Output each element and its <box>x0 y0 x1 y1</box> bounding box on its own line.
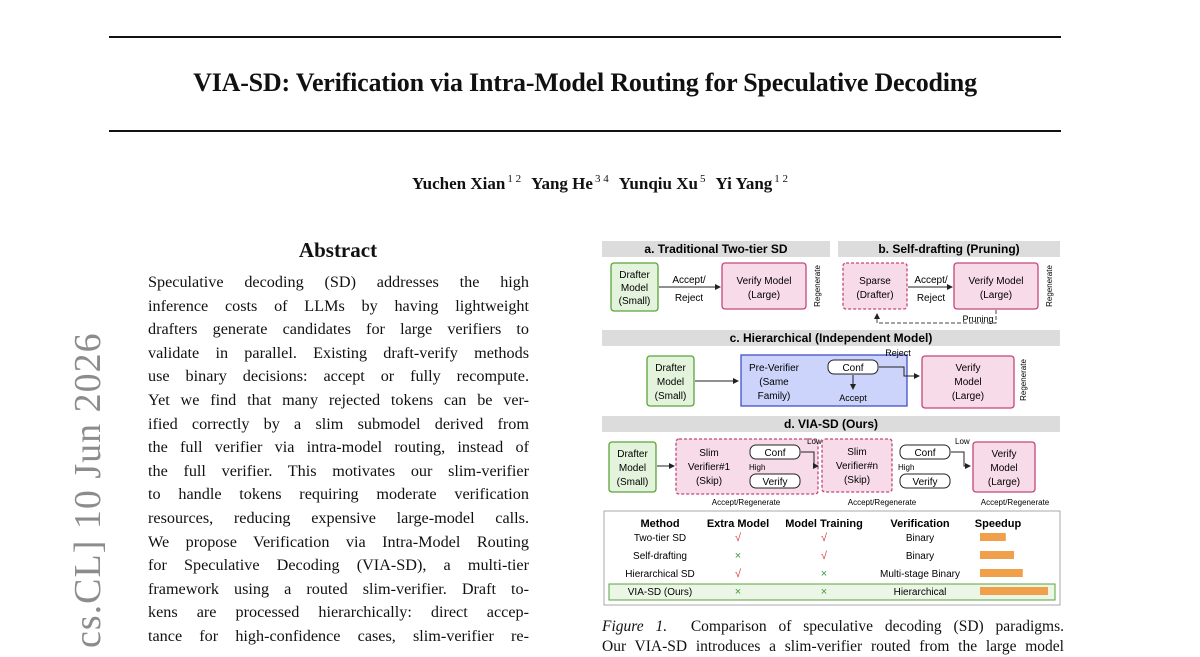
panel-d-verifier-l3: (Large) <box>987 477 1021 488</box>
panel-d-confn: Conf <box>914 448 936 459</box>
panel-d-slim1-l1: Slim <box>699 448 719 459</box>
author-list <box>0 173 1200 194</box>
panel-c-drafter-l1: Drafter <box>655 363 686 374</box>
panel-c-conf: Conf <box>842 363 864 374</box>
abstract-heading: Abstract <box>298 238 378 262</box>
panel-c-drafter-l3: (Small) <box>654 391 687 402</box>
panel-c-preverifier-l3: Family) <box>757 391 791 402</box>
table-cell-verification: Hierarchical <box>893 587 947 598</box>
panel-d-highn: High <box>898 463 915 472</box>
table-header: Extra Model <box>706 518 770 530</box>
panel-d-drafter-l3: (Small) <box>616 477 649 488</box>
table-cell-model-training: × <box>820 586 828 598</box>
panel-a-title: a. Traditional Two-tier SD <box>644 242 788 256</box>
table-cell-extra-model: × <box>734 586 742 598</box>
panel-d-verifier-l2: Model <box>990 463 1018 474</box>
panel-b-drafter-l2: (Drafter) <box>856 290 894 301</box>
panel-a-verifier-l2: (Large) <box>747 290 781 301</box>
table-header: Speedup <box>974 518 1022 530</box>
panel-c-preverifier-l1: Pre-Verifier <box>748 363 800 374</box>
table-cell-verification: Binary <box>905 533 935 544</box>
abstract-line: ified correctly by a slim submodel derived from <box>148 414 529 433</box>
table-cell-model-training: × <box>820 568 828 580</box>
author <box>412 174 521 193</box>
table-header: Verification <box>890 518 950 530</box>
panel-c-regenerate: Regenerate <box>1019 359 1028 401</box>
speedup-bar <box>980 533 1006 541</box>
author-affiliation: 5 <box>699 173 706 185</box>
bottom-rule <box>109 130 1061 132</box>
panel-a-regenerate: Regenerate <box>813 265 822 307</box>
panel-d-high1: High <box>749 463 766 472</box>
abstract-line: the full verifier via intra-model routing, instead of <box>148 438 529 457</box>
abstract-body <box>148 271 529 649</box>
panel-d-slim1-l2: Verifier#1 <box>687 462 731 473</box>
panel-c-title: c. Hierarchical (Independent Model) <box>729 331 933 345</box>
table-cell-extra-model: √ <box>734 568 742 580</box>
top-rule <box>109 36 1061 38</box>
figure-1 <box>602 238 1062 608</box>
panel-d-drafter-l1: Drafter <box>617 449 648 460</box>
panel-d-accept-regen-3: Accept/Regenerate <box>980 498 1050 507</box>
panel-a-drafter-l1: Drafter <box>619 270 650 281</box>
table-cell-method: Two-tier SD <box>633 533 687 544</box>
panel-d-slimn-l2: Verifier#n <box>835 461 879 472</box>
author-name: Yang He <box>531 173 593 193</box>
panel-b-reject: Reject <box>916 293 946 304</box>
author <box>531 174 609 193</box>
paper-title: VIA-SD: Verification via Intra-Model Routing for Speculative Decoding <box>193 68 977 97</box>
speedup-bar <box>980 551 1014 559</box>
author-name: Yi Yang <box>715 173 773 193</box>
panel-a-accept: Accept/ <box>672 275 706 286</box>
table-cell-method: Hierarchical SD <box>625 569 695 580</box>
panel-c-drafter-l2: Model <box>656 377 685 388</box>
panel-d-conf1: Conf <box>764 448 786 459</box>
author <box>715 174 788 193</box>
panel-b-accept: Accept/ <box>914 275 948 286</box>
table-cell-model-training: √ <box>820 550 828 562</box>
table-cell-method: VIA-SD (Ours) <box>627 587 693 598</box>
author <box>619 174 706 193</box>
panel-d-drafter-l2: Model <box>618 463 647 474</box>
panel-d-accept-regen-2: Accept/Regenerate <box>847 498 917 507</box>
panel-d-title: d. VIA-SD (Ours) <box>783 417 879 431</box>
panel-d-lown: Low <box>955 437 970 446</box>
panel-b-verifier-l2: (Large) <box>979 290 1013 301</box>
panel-d-verifier-l1: Verify <box>991 449 1017 460</box>
abstract-line: drafters generate candidates for large verifiers to <box>148 320 529 339</box>
panel-d-low1: Low <box>807 437 822 446</box>
abstract-line: validate in parallel. Existing draft-verify methods <box>148 343 529 362</box>
abstract-line: inference costs of LLMs by having lightweight <box>148 296 529 315</box>
caption-line-1 <box>602 617 1064 637</box>
figure-caption <box>602 617 1064 657</box>
abstract-line: to handle tokens requiring moderate verification <box>148 485 529 504</box>
table-cell-verification: Binary <box>905 551 935 562</box>
abstract-line: for Speculative Decoding (VIA-SD), a multi-tier <box>148 556 529 575</box>
panel-a-drafter-l2: Model <box>620 283 649 294</box>
table-cell-method: Self-drafting <box>633 551 687 562</box>
panel-c-verifier-l2: Model <box>954 377 982 388</box>
panel-d-slimn-l3: (Skip) <box>843 475 871 486</box>
author-affiliation: 1 2 <box>507 173 522 185</box>
panel-b-title: b. Self-drafting (Pruning) <box>878 242 1020 256</box>
panel-c-accept: Accept <box>839 393 867 403</box>
panel-c-verifier-l1: Verify <box>955 363 981 374</box>
abstract-line: Speculative decoding (SD) addresses the high <box>148 273 529 291</box>
abstract-line: We propose Verification via Intra-Model Routing <box>148 532 529 551</box>
panel-d-slim1-l3: (Skip) <box>695 476 723 487</box>
panel-a-drafter-l3: (Small) <box>618 296 651 307</box>
author-affiliation: 1 2 <box>774 173 789 185</box>
panel-d-accept-regen-1: Accept/Regenerate <box>711 498 781 507</box>
panel-b-regenerate: Regenerate <box>1045 265 1054 307</box>
caption-line-2: Our VIA-SD introduces a slim-verifier routed from the large model <box>602 638 1064 655</box>
abstract-line: framework using a routed slim-verifier. Draft to- <box>148 579 529 598</box>
table-cell-model-training: √ <box>820 532 828 544</box>
panel-c-verifier-l3: (Large) <box>951 391 985 402</box>
abstract-line: resources, reducing expensive large-model calls. <box>148 508 529 527</box>
caption-label: Figure 1. <box>602 618 668 635</box>
table-cell-extra-model: × <box>734 550 742 562</box>
arxiv-stamp: cs.CL] 10 Jun 2026 <box>67 332 109 648</box>
abstract-line: tance for high-confidence cases, slim-verifier re- <box>148 626 529 645</box>
table-header: Method <box>640 518 680 530</box>
panel-b-drafter-l1: Sparse <box>859 276 891 287</box>
author-name: Yuchen Xian <box>411 173 506 193</box>
speedup-bar <box>980 587 1048 595</box>
table-header: Model Training <box>785 518 863 530</box>
panel-b-verifier-l1: Verify Model <box>968 276 1024 287</box>
panel-c-reject: Reject <box>885 348 911 358</box>
panel-b-pruning: Pruning <box>962 314 994 324</box>
panel-d-verifyn: Verify <box>912 477 938 488</box>
abstract-line: use binary decisions: accept or fully recompute. <box>148 367 529 386</box>
panel-a-verifier-l1: Verify Model <box>736 276 792 287</box>
author-name: Yunqiu Xu <box>618 173 698 193</box>
panel-c-preverifier-l2: (Same <box>759 377 789 388</box>
author-affiliation: 3 4 <box>594 173 609 185</box>
abstract-line: kens are processed hierarchically: direct accep- <box>148 603 529 622</box>
panel-d-slimn-l1: Slim <box>847 447 867 458</box>
panel-d-arrow-3 <box>951 452 970 466</box>
table-cell-verification: Multi-stage Binary <box>879 569 961 580</box>
abstract-line: Yet we find that many rejected tokens can be ver- <box>148 390 529 409</box>
panel-d-verify1: Verify <box>762 477 788 488</box>
speedup-bar <box>980 569 1023 577</box>
panel-a-reject: Reject <box>674 293 704 304</box>
abstract-line: the full verifier. This motivates our slim-verifier <box>148 461 529 480</box>
caption-text-1: Comparison of speculative decoding (SD) paradigms. <box>690 618 1064 635</box>
table-cell-extra-model: √ <box>734 532 742 544</box>
